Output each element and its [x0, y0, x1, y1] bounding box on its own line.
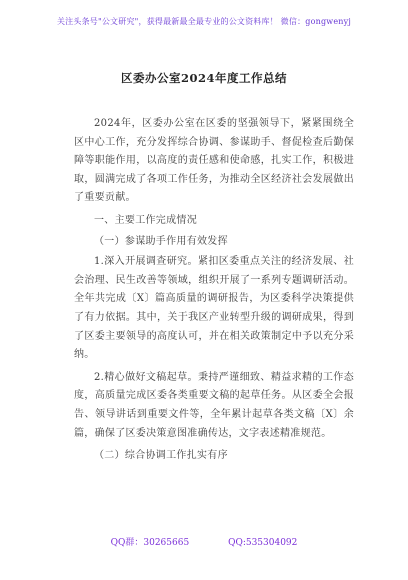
body-paragraph: 1.深入开展调查研究。紧扣区委重点关注的经济发展、社会治理、民生改善等领域，组织开展了一系列专题调研活动。全年共完成〔X〕篇高质量的调研报告，为区委科学决策提供了有力依据。其中，关于我区产业转型升级的调研成果，得到了区委主要领导的高度认可，并在相关政策制定中予以充分采纳。 — [74, 256, 354, 361]
document-title: 区委办公室2024年度工作总结 — [120, 71, 287, 85]
intro-paragraph: 2024年，区委办公室在区委的坚强领导下，紧紧围绕全区中心工作，充分发挥综合协调、参谋助手、督促检查后勤保障等职能作用，以高度的责任感和使命感，扎实工作，积极进取，圆满完成了各项工作任务，为推动全区经济社会发展做出了重要贡献。 — [74, 118, 354, 204]
section-heading: 一、主要工作完成情况 — [94, 214, 197, 226]
subsection-heading: （二）综合协调工作扎实有序 — [94, 450, 228, 462]
subsection-heading: （一）参谋助手作用有效发挥 — [94, 235, 228, 247]
document-body — [74, 115, 354, 468]
qq-text: QQ:535304092 — [228, 538, 298, 548]
header-note: 关注头条号"公文研究"，获得最新最全最专业的公文资料库！ 微信：gongwenyj — [56, 17, 352, 26]
body-paragraph: 2.精心做好文稿起草。秉持严谨细致、精益求精的工作态度，高质量完成区委各类重要文稿的起草任务。从区委全会报告、领导讲话到重要文件等，全年累计起草各类文稿〔X〕余篇，确保了区委决策意图准确传达，文字表述精准规范。 — [74, 371, 354, 439]
footer-contact — [0, 535, 408, 548]
qq-group-text: QQ群：30265665 — [110, 538, 190, 548]
